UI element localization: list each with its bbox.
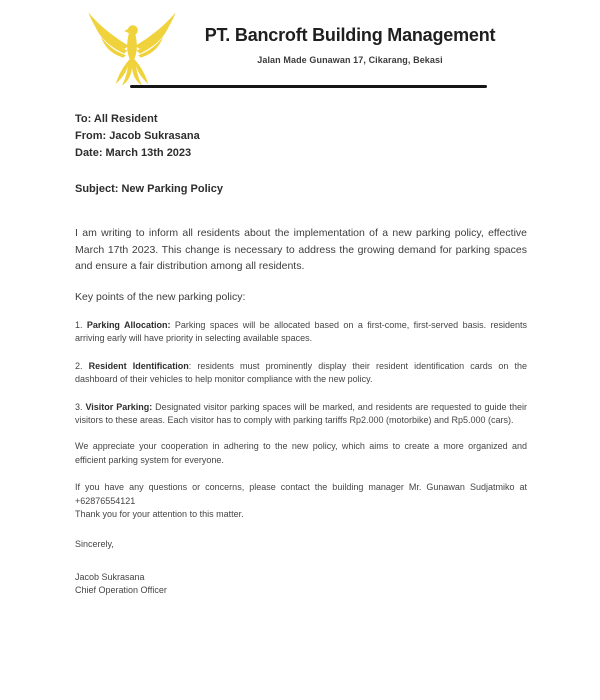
- point-3-number: 3.: [75, 401, 86, 412]
- point-2-number: 2.: [75, 360, 89, 371]
- meta-date: Date: March 13th 2023: [75, 147, 192, 159]
- policy-point-1: [75, 319, 527, 346]
- meta-subject: Subject: New Parking Policy: [75, 183, 223, 195]
- thanks-line: Thank you for your attention to this matter.: [75, 509, 244, 520]
- header-divider: [130, 85, 487, 88]
- policy-point-2: [75, 360, 527, 387]
- meta-from: From: Jacob Sukrasana: [75, 130, 200, 142]
- point-1-title: Parking Allocation:: [86, 320, 171, 330]
- point-1-text: Parking spaces will be allocated based on a first-come, first-served basis. residents arriving early will have priority in selecting available spaces.: [75, 320, 528, 344]
- letter-body: [75, 111, 527, 598]
- company-logo: [84, 10, 180, 88]
- point-3-text: Designated visitor parking spaces will be marked, and residents are requested to guide their visitors to these areas. Each visitor has to comply with parking tariffs Rp2.000 (motorbike) and Rp5.000 (cars).: [75, 401, 528, 426]
- company-address: Jalan Made Gunawan 17, Cikarang, Bekasi: [257, 55, 443, 65]
- company-name: PT. Bancroft Building Management: [204, 25, 496, 45]
- phoenix-logo-icon: [84, 10, 180, 88]
- policy-point-3: [75, 401, 527, 428]
- letterhead: [188, 24, 512, 65]
- meta-to: To: All Resident: [75, 113, 158, 125]
- intro-paragraph: I am writing to inform all residents about the implementation of a new parking policy, effective March 17th 2023. This change is necessary to address the growing demand for parking spaces and ensure a fair distribution among all residents.: [75, 227, 527, 272]
- key-points-heading: Key points of the new parking policy:: [75, 290, 246, 303]
- letter-meta: [75, 111, 527, 198]
- point-2-title: Resident Identification: [88, 360, 189, 371]
- point-2-text: : residents must prominently display their resident identification cards on the dashboard of their vehicles to help monitor compliance with the new policy.: [75, 360, 527, 385]
- closing-line: Sincerely,: [75, 539, 114, 550]
- point-3-title: Visitor Parking:: [85, 401, 153, 412]
- point-1-number: 1.: [75, 320, 87, 330]
- appreciation-paragraph: We appreciate your cooperation in adhering to the new policy, which aims to create a more organized and efficient parking system for everyone.: [75, 441, 527, 465]
- signature-block: [75, 571, 527, 598]
- signature-title: Chief Operation Officer: [75, 585, 167, 596]
- signature-name: Jacob Sukrasana: [75, 571, 145, 582]
- contact-paragraph: If you have any questions or concerns, please contact the building manager Mr. Gunawan Sudjatmiko at +62876554121: [75, 482, 527, 506]
